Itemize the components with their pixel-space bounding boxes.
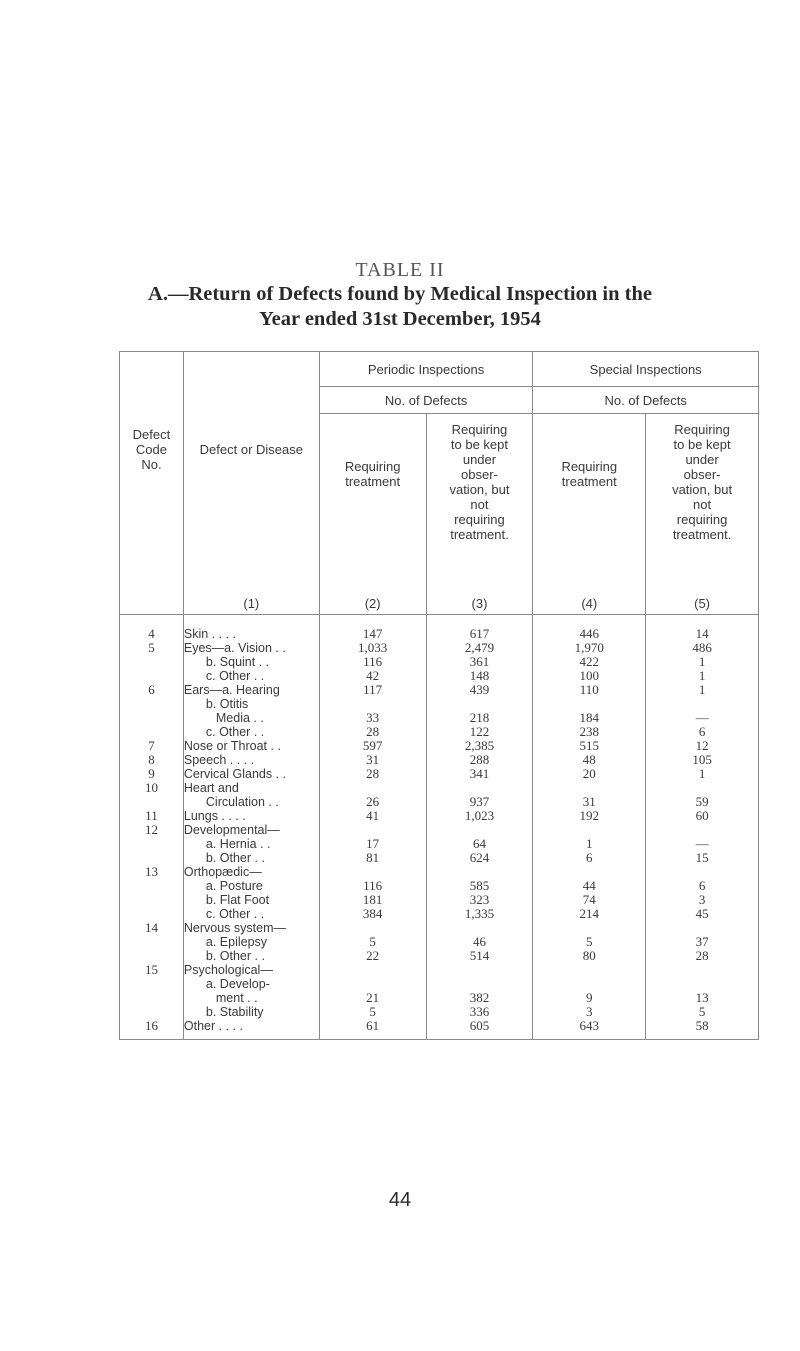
row-value-col5 [646, 865, 759, 879]
row-value-col2: 1,033 [319, 641, 426, 655]
row-value-col5 [646, 921, 759, 935]
row-defect-name: b. Stability [183, 1005, 319, 1019]
row-value-col4 [533, 921, 646, 935]
row-defect-name: Eyes—a. Vision . . [183, 641, 319, 655]
row-value-col2: 384 [319, 907, 426, 921]
row-value-col5 [646, 977, 759, 991]
header-requiring-observation-line: under [462, 452, 497, 467]
header-no-of-defects-2-label: No. of Defects [604, 392, 687, 408]
row-value-col2: 181 [319, 893, 426, 907]
col-number-2 [319, 596, 426, 615]
row-defect-name: a. Develop- [183, 977, 319, 991]
row-defect-name: b. Other . . [183, 851, 319, 865]
row-defect-name: a. Posture [183, 879, 319, 893]
row-code [120, 669, 184, 683]
row-value-col4: 31 [533, 795, 646, 809]
row-value-col2 [319, 697, 426, 711]
header-requiring-treatment-line: treatment [345, 474, 401, 489]
row-defect-name: b. Squint . . [183, 655, 319, 669]
row-code [120, 879, 184, 893]
row-value-col5 [646, 781, 759, 795]
header-col4-requiring-treatment [533, 414, 646, 597]
header-requiring-observation-line: to be kept [450, 437, 509, 452]
row-code [120, 949, 184, 963]
header-defect-or-disease [183, 352, 319, 597]
row-code: 11 [120, 809, 184, 823]
row-defect-name: b. Other . . [183, 949, 319, 963]
header-requiring-observation-line: requiring [454, 512, 505, 527]
row-value-col3: 148 [426, 669, 533, 683]
row-value-col4: 214 [533, 907, 646, 921]
row-value-col2: 116 [319, 655, 426, 669]
row-defect-name: Other . . . . [183, 1019, 319, 1033]
table-row [120, 683, 759, 697]
row-value-col2: 147 [319, 627, 426, 641]
row-value-col4: 6 [533, 851, 646, 865]
row-defect-name: Media . . [183, 711, 319, 725]
row-value-col2 [319, 865, 426, 879]
table-row [120, 725, 759, 739]
row-defect-name: Psychological— [183, 963, 319, 977]
row-defect-name: c. Other . . [183, 907, 319, 921]
row-value-col5: 28 [646, 949, 759, 963]
row-value-col4: 1 [533, 837, 646, 851]
row-value-col2 [319, 781, 426, 795]
table-row [120, 991, 759, 1005]
row-value-col5: — [646, 711, 759, 725]
header-no-of-defects-1-label: No. of Defects [384, 392, 468, 408]
table-title [0, 282, 800, 332]
table-label: TABLE II [355, 259, 445, 281]
row-value-col5: 6 [646, 879, 759, 893]
header-requiring-observation-line: vation, but [449, 482, 510, 497]
row-value-col5: 1 [646, 683, 759, 697]
row-value-col2 [319, 921, 426, 935]
table-row [120, 963, 759, 977]
row-value-col2: 41 [319, 809, 426, 823]
row-defect-name: a. Epilepsy [183, 935, 319, 949]
row-value-col4: 238 [533, 725, 646, 739]
row-value-col5: 13 [646, 991, 759, 1005]
row-defect-name: Nervous system— [183, 921, 319, 935]
header-periodic-label: Periodic Inspections [367, 361, 485, 377]
row-code: 14 [120, 921, 184, 935]
row-value-col5: 1 [646, 655, 759, 669]
row-value-col3: 336 [426, 1005, 533, 1019]
row-code [120, 893, 184, 907]
row-value-col4 [533, 823, 646, 837]
header-requiring-treatment-line: Requiring [561, 459, 618, 474]
table-row [120, 935, 759, 949]
row-defect-name: Nose or Throat . . [183, 739, 319, 753]
row-value-col2: 21 [319, 991, 426, 1005]
row-value-col3: 64 [426, 837, 533, 851]
row-defect-name: Orthopædic— [183, 865, 319, 879]
row-value-col2: 81 [319, 851, 426, 865]
table-row [120, 641, 759, 655]
row-defect-name: Skin . . . . [183, 627, 319, 641]
row-value-col4: 3 [533, 1005, 646, 1019]
row-defect-name: a. Hernia . . [183, 837, 319, 851]
table-row [120, 921, 759, 935]
title-line-2: Year ended 31st December, 1954 [259, 308, 541, 330]
row-defect-name: Cervical Glands . . [183, 767, 319, 781]
row-value-col4: 422 [533, 655, 646, 669]
row-code: 12 [120, 823, 184, 837]
row-value-col4: 515 [533, 739, 646, 753]
row-value-col3 [426, 697, 533, 711]
row-value-col3 [426, 865, 533, 879]
table-row [120, 1005, 759, 1019]
table-row [120, 697, 759, 711]
table-row [120, 949, 759, 963]
table-row [120, 753, 759, 767]
row-code [120, 725, 184, 739]
row-value-col4: 20 [533, 767, 646, 781]
header-defect-code-line: No. [141, 457, 162, 472]
header-defect-code [120, 352, 184, 597]
row-defect-name: b. Otitis [183, 697, 319, 711]
row-value-col2: 28 [319, 725, 426, 739]
header-defect-or-disease-label: Defect or Disease [199, 442, 303, 457]
row-value-col3: 514 [426, 949, 533, 963]
row-value-col3 [426, 781, 533, 795]
header-requiring-observation-line: Requiring [674, 422, 730, 437]
header-col3-requiring-observation [426, 414, 533, 597]
row-code: 7 [120, 739, 184, 753]
row-value-col3: 288 [426, 753, 533, 767]
header-requiring-observation-line: obser- [461, 467, 498, 482]
col-number-4-label: (4) [581, 596, 598, 611]
row-value-col3 [426, 921, 533, 935]
row-value-col3: 605 [426, 1019, 533, 1033]
header-requiring-observation-line: to be kept [673, 437, 731, 452]
col-number-spacer [120, 596, 184, 615]
row-value-col3: 937 [426, 795, 533, 809]
row-defect-name: Heart and [183, 781, 319, 795]
row-value-col3: 122 [426, 725, 533, 739]
row-value-col2: 42 [319, 669, 426, 683]
row-value-col2: 5 [319, 1005, 426, 1019]
row-value-col4: 446 [533, 627, 646, 641]
header-requiring-observation-line: obser- [683, 467, 721, 482]
row-value-col4 [533, 697, 646, 711]
row-value-col5: 14 [646, 627, 759, 641]
row-value-col3: 382 [426, 991, 533, 1005]
row-value-col3 [426, 823, 533, 837]
row-code: 15 [120, 963, 184, 977]
row-value-col5: 3 [646, 893, 759, 907]
header-requiring-observation-line: not [693, 497, 712, 512]
row-value-col3: 2,385 [426, 739, 533, 753]
row-value-col4: 184 [533, 711, 646, 725]
row-value-col5: 486 [646, 641, 759, 655]
row-value-col2: 28 [319, 767, 426, 781]
row-code [120, 711, 184, 725]
title-line-1: A.—Return of Defects found by Medical Inspection in the [148, 283, 652, 305]
row-value-col5: — [646, 837, 759, 851]
col-number-5-label: (5) [694, 596, 711, 611]
row-defect-name: Lungs . . . . [183, 809, 319, 823]
row-code [120, 907, 184, 921]
row-value-col5: 1 [646, 767, 759, 781]
row-value-col2: 26 [319, 795, 426, 809]
row-value-col2 [319, 963, 426, 977]
col-number-1 [183, 596, 319, 615]
table-row [120, 893, 759, 907]
row-value-col4: 100 [533, 669, 646, 683]
row-code: 9 [120, 767, 184, 781]
table-row [120, 851, 759, 865]
table-row [120, 627, 759, 641]
row-defect-name: Developmental— [183, 823, 319, 837]
row-defect-name: Circulation . . [183, 795, 319, 809]
header-requiring-treatment-line: treatment [561, 474, 617, 489]
table-row [120, 739, 759, 753]
row-value-col5 [646, 697, 759, 711]
row-value-col4: 1,970 [533, 641, 646, 655]
header-special-label: Special Inspections [589, 361, 702, 377]
row-value-col5 [646, 823, 759, 837]
row-value-col4: 192 [533, 809, 646, 823]
header-col5-requiring-observation [646, 414, 759, 597]
page-number: 44 [388, 1189, 412, 1211]
header-requiring-observation-line: not [470, 497, 489, 512]
table-row [120, 907, 759, 921]
header-requiring-observation-line: treatment. [672, 527, 732, 542]
table-row [120, 711, 759, 725]
row-value-col5: 45 [646, 907, 759, 921]
table-row [120, 669, 759, 683]
header-defect-code-line: Defect [132, 427, 171, 442]
row-code [120, 935, 184, 949]
col-number-3-label: (3) [471, 596, 488, 611]
row-value-col5: 5 [646, 1005, 759, 1019]
row-value-col3: 624 [426, 851, 533, 865]
row-value-col2: 22 [319, 949, 426, 963]
row-code [120, 851, 184, 865]
row-defect-name: c. Other . . [183, 669, 319, 683]
table-row [120, 1019, 759, 1033]
table-row [120, 781, 759, 795]
header-defect-code-line: Code [135, 442, 167, 457]
row-value-col5: 37 [646, 935, 759, 949]
row-code: 10 [120, 781, 184, 795]
row-code: 4 [120, 627, 184, 641]
row-value-col3: 439 [426, 683, 533, 697]
row-code: 6 [120, 683, 184, 697]
table-row [120, 879, 759, 893]
table-row [120, 865, 759, 879]
row-code [120, 655, 184, 669]
row-value-col4: 80 [533, 949, 646, 963]
row-value-col5: 59 [646, 795, 759, 809]
table-row [120, 655, 759, 669]
row-value-col3 [426, 977, 533, 991]
col-number-5 [646, 596, 759, 615]
row-value-col3: 1,023 [426, 809, 533, 823]
row-value-col2: 597 [319, 739, 426, 753]
table-row [120, 837, 759, 851]
row-code [120, 977, 184, 991]
row-defect-name: ment . . [183, 991, 319, 1005]
row-value-col3: 361 [426, 655, 533, 669]
row-value-col5: 58 [646, 1019, 759, 1033]
row-value-col3: 2,479 [426, 641, 533, 655]
row-value-col4: 5 [533, 935, 646, 949]
row-value-col3: 218 [426, 711, 533, 725]
row-value-col3: 46 [426, 935, 533, 949]
row-code: 8 [120, 753, 184, 767]
table-row [120, 977, 759, 991]
header-no-of-defects-periodic [319, 387, 533, 414]
col-number-4 [533, 596, 646, 615]
row-value-col3: 1,335 [426, 907, 533, 921]
row-code [120, 991, 184, 1005]
row-value-col4 [533, 781, 646, 795]
row-value-col5: 105 [646, 753, 759, 767]
row-value-col2: 117 [319, 683, 426, 697]
row-code [120, 795, 184, 809]
header-requiring-observation-line: treatment. [450, 527, 509, 542]
col-number-2-label: (2) [364, 596, 381, 611]
row-code [120, 697, 184, 711]
header-col2-requiring-treatment [319, 414, 426, 597]
row-value-col2: 31 [319, 753, 426, 767]
table-row [120, 795, 759, 809]
row-value-col2: 61 [319, 1019, 426, 1033]
row-value-col2 [319, 823, 426, 837]
row-value-col4: 110 [533, 683, 646, 697]
row-defect-name: Speech . . . . [183, 753, 319, 767]
row-value-col4: 44 [533, 879, 646, 893]
row-value-col3: 585 [426, 879, 533, 893]
row-value-col5: 15 [646, 851, 759, 865]
defects-table [119, 351, 759, 1040]
row-value-col4 [533, 977, 646, 991]
row-value-col4: 74 [533, 893, 646, 907]
row-value-col4: 48 [533, 753, 646, 767]
row-defect-name: Ears—a. Hearing [183, 683, 319, 697]
row-defect-name: c. Other . . [183, 725, 319, 739]
row-code [120, 837, 184, 851]
row-code: 5 [120, 641, 184, 655]
col-number-1-label: (1) [243, 596, 260, 611]
row-value-col2: 116 [319, 879, 426, 893]
row-value-col3: 341 [426, 767, 533, 781]
table-row [120, 767, 759, 781]
row-value-col3: 323 [426, 893, 533, 907]
row-value-col2: 5 [319, 935, 426, 949]
row-code [120, 1005, 184, 1019]
col-number-3 [426, 596, 533, 615]
row-value-col4: 9 [533, 991, 646, 1005]
row-value-col2: 33 [319, 711, 426, 725]
header-requiring-treatment-line: Requiring [344, 459, 401, 474]
row-value-col4 [533, 865, 646, 879]
row-value-col4 [533, 963, 646, 977]
row-value-col5: 6 [646, 725, 759, 739]
row-value-col5: 12 [646, 739, 759, 753]
header-requiring-observation-line: requiring [676, 512, 728, 527]
header-periodic-inspections [319, 352, 533, 387]
table-bottom-rule [120, 1033, 759, 1040]
header-no-of-defects-special [533, 387, 759, 414]
row-value-col3: 617 [426, 627, 533, 641]
header-requiring-observation-line: Requiring [451, 422, 508, 437]
header-requiring-observation-line: under [685, 452, 719, 467]
row-value-col3 [426, 963, 533, 977]
row-defect-name: b. Flat Foot [183, 893, 319, 907]
row-value-col2 [319, 977, 426, 991]
row-value-col4: 643 [533, 1019, 646, 1033]
row-value-col5: 60 [646, 809, 759, 823]
row-value-col5 [646, 963, 759, 977]
row-code: 13 [120, 865, 184, 879]
row-value-col2: 17 [319, 837, 426, 851]
header-requiring-observation-line: vation, but [672, 482, 733, 497]
header-special-inspections [533, 352, 759, 387]
row-code: 16 [120, 1019, 184, 1033]
row-value-col5: 1 [646, 669, 759, 683]
table-row [120, 823, 759, 837]
table-row [120, 809, 759, 823]
